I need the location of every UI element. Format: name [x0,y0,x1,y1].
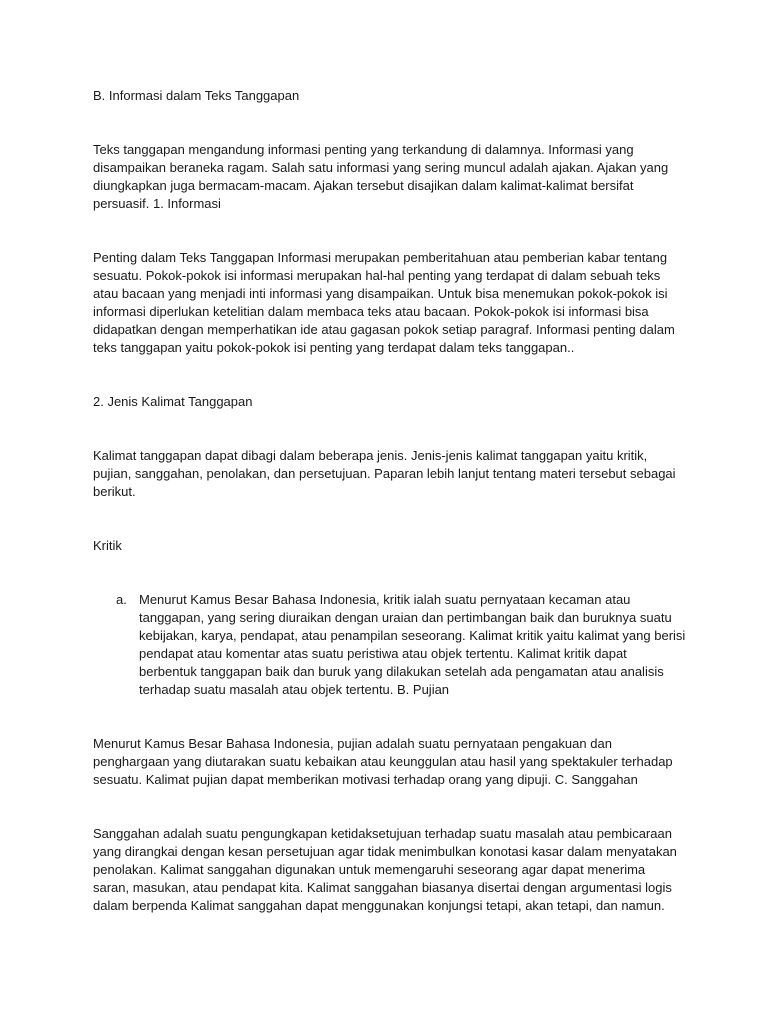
paragraph-4: Menurut Kamus Besar Bahasa Indonesia, pujian adalah suatu pernyataan pengakuan dan penghargaan yang diutarakan suatu kebaikan atau keunggulan atau hasil yang spektakuler terhadap sesuatu. Kalimat pujian dapat memberikan motivasi terhadap orang yang dipuji. C. Sanggahan [93,736,673,787]
list-marker-a: a. [116,592,127,607]
list-item-a-text: Menurut Kamus Besar Bahasa Indonesia, kritik ialah suatu pernyataan kecaman atau tanggapan, yang sering diuraikan dengan uraian dan pertimbangan baik dan buruknya suatu kebijakan, karya, pendapat, atau penampilan seseorang. Kalimat kritik yaitu kalimat yang berisi pendapat atau komentar atas suatu peristiwa atau objek tertentu. Kalimat kritik dapat berbentuk tanggapan baik dan buruk yang dilakukan setelah ada pengamatan atau analisis terhadap suatu masalah atau objek tertentu. B. Pujian [139,592,686,697]
paragraph-1: Teks tanggapan mengandung informasi penting yang terkandung di dalamnya. Informasi yang disampaikan beraneka ragam. Salah satu informasi yang sering muncul adalah ajakan. Ajakan yang diungkapkan juga bermacam-macam. Ajakan tersebut disajikan dalam kalimat-kalimat bersifat persuasif. 1. Informasi [93,142,669,211]
paragraph-2: Penting dalam Teks Tanggapan Informasi merupakan pemberitahuan atau pemberian kabar tentang sesuatu. Pokok-pokok isi informasi merupakan hal-hal penting yang terdapat di dalam sebuah teks atau bacaan yang menjadi inti informasi yang disampaikan. Untuk bisa menemukan pokok-pokok isi informasi diperlukan ketelitian dalam membaca teks atau bacaan. Pokok-pokok isi informasi bisa didapatkan dengan memperhatikan ide atau gagasan pokok setiap paragraf. Informasi penting dalam teks tanggapan yaitu pokok-pokok isi penting yang terdapat dalam teks tanggapan.. [93,250,675,355]
list-item-a [116,591,686,699]
paragraph-5: Sanggahan adalah suatu pengungkapan ketidaksetujuan terhadap suatu masalah atau pembicaraan yang dirangkai dengan kesan persetujuan agar tidak menimbulkan konotasi kasar dalam menyatakan penolakan. Kalimat sanggahan digunakan untuk memengaruhi seseorang agar dapat menerima saran, masukan, atau pendapat kita. Kalimat sanggahan biasanya disertai dengan argumentasi logis dalam berpenda Kalimat sanggahan dapat menggunakan konjungsi tetapi, akan tetapi, dan namun. [93,826,677,913]
section-heading-2: 2. Jenis Kalimat Tanggapan [93,394,253,409]
heading-kritik: Kritik [93,538,122,553]
section-heading-b: B. Informasi dalam Teks Tanggapan [93,88,300,103]
paragraph-3: Kalimat tanggapan dapat dibagi dalam beberapa jenis. Jenis-jenis kalimat tanggapan yaitu kritik, pujian, sanggahan, penolakan, dan persetujuan. Paparan lebih lanjut tentang materi tersebut sebagai berikut. [93,448,676,499]
